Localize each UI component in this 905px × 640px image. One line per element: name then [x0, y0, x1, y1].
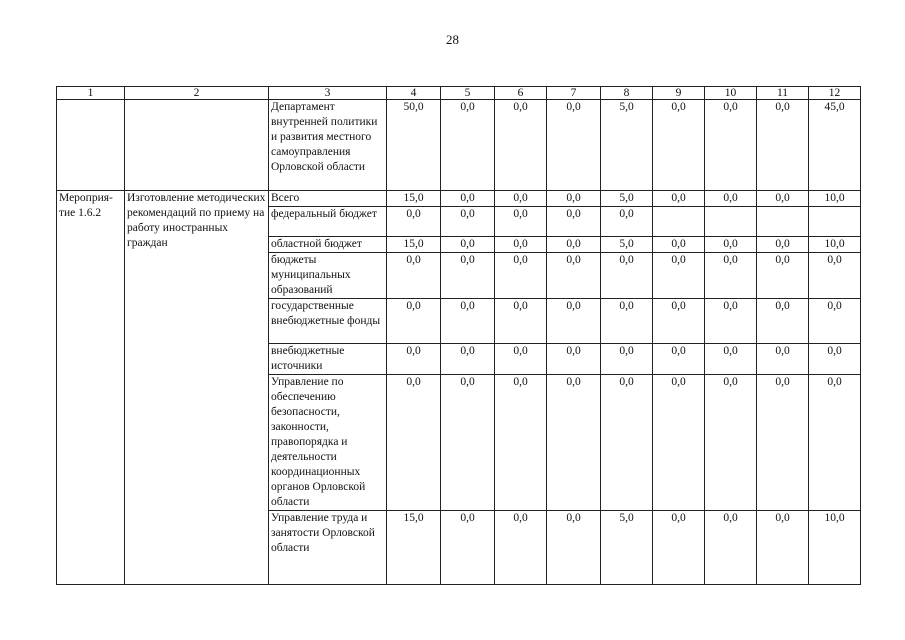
- value-cell: 0,0: [495, 253, 547, 299]
- funding-source: областной бюджет: [269, 237, 387, 253]
- value-cell: 0,0: [705, 511, 757, 585]
- value-cell: 0,0: [757, 344, 809, 375]
- value-cell: 0,0: [757, 100, 809, 191]
- value-cell: 0,0: [495, 207, 547, 237]
- value-cell: 0,0: [495, 511, 547, 585]
- value-cell: 0,0: [601, 253, 653, 299]
- value-cell: 0,0: [387, 207, 441, 237]
- value-cell: 15,0: [387, 191, 441, 207]
- column-header: 7: [547, 87, 601, 100]
- value-cell: 0,0: [653, 253, 705, 299]
- value-cell: 0,0: [809, 253, 861, 299]
- value-cell: [705, 207, 757, 237]
- value-cell: 0,0: [757, 375, 809, 511]
- column-header: 5: [441, 87, 495, 100]
- funding-source: Департамент внутренней политики и развития местного самоуправления Орловской области: [269, 100, 387, 191]
- column-header: 8: [601, 87, 653, 100]
- value-cell: 0,0: [809, 375, 861, 511]
- value-cell: 0,0: [547, 253, 601, 299]
- value-cell: 0,0: [387, 344, 441, 375]
- column-header: 4: [387, 87, 441, 100]
- value-cell: 0,0: [705, 375, 757, 511]
- value-cell: 0,0: [653, 100, 705, 191]
- value-cell: 0,0: [495, 344, 547, 375]
- value-cell: 0,0: [653, 375, 705, 511]
- funding-source: Управление по обеспечению безопасности, законности, правопорядка и деятельности координационных органов Орловской области: [269, 375, 387, 511]
- value-cell: 0,0: [441, 207, 495, 237]
- value-cell: 0,0: [705, 100, 757, 191]
- value-cell: 0,0: [441, 299, 495, 344]
- value-cell: 0,0: [809, 344, 861, 375]
- column-header: 9: [653, 87, 705, 100]
- value-cell: 0,0: [441, 253, 495, 299]
- value-cell: 0,0: [547, 375, 601, 511]
- value-cell: 0,0: [547, 207, 601, 237]
- value-cell: 0,0: [495, 100, 547, 191]
- value-cell: 5,0: [601, 511, 653, 585]
- value-cell: 0,0: [387, 253, 441, 299]
- value-cell: 0,0: [757, 511, 809, 585]
- value-cell: 0,0: [441, 191, 495, 207]
- funding-source: государственные внебюджетные фонды: [269, 299, 387, 344]
- column-header: 3: [269, 87, 387, 100]
- value-cell: 0,0: [547, 237, 601, 253]
- value-cell: 15,0: [387, 237, 441, 253]
- value-cell: 0,0: [757, 299, 809, 344]
- value-cell: [809, 207, 861, 237]
- value-cell: 0,0: [547, 100, 601, 191]
- value-cell: 0,0: [547, 191, 601, 207]
- value-cell: 0,0: [705, 191, 757, 207]
- value-cell: 10,0: [809, 191, 861, 207]
- value-cell: 5,0: [601, 100, 653, 191]
- value-cell: 0,0: [441, 375, 495, 511]
- value-cell: 0,0: [495, 237, 547, 253]
- page-number: 28: [446, 32, 459, 47]
- value-cell: 0,0: [495, 191, 547, 207]
- value-cell: 0,0: [705, 344, 757, 375]
- column-header: 11: [757, 87, 809, 100]
- value-cell: 0,0: [601, 207, 653, 237]
- value-cell: 0,0: [653, 191, 705, 207]
- measure-name: Изготовление методических рекомендаций по приему на работу иностранных граждан: [125, 191, 269, 585]
- value-cell: 0,0: [705, 253, 757, 299]
- column-header: 10: [705, 87, 757, 100]
- value-cell: 0,0: [705, 237, 757, 253]
- value-cell: 0,0: [547, 511, 601, 585]
- value-cell: 0,0: [441, 237, 495, 253]
- value-cell: [653, 207, 705, 237]
- value-cell: 0,0: [601, 344, 653, 375]
- value-cell: 0,0: [653, 237, 705, 253]
- value-cell: 10,0: [809, 237, 861, 253]
- value-cell: 0,0: [653, 511, 705, 585]
- table-row: [57, 191, 861, 207]
- value-cell: 0,0: [757, 253, 809, 299]
- value-cell: 0,0: [441, 344, 495, 375]
- empty-cell: [57, 100, 125, 191]
- value-cell: 0,0: [547, 299, 601, 344]
- value-cell: 0,0: [547, 344, 601, 375]
- column-header: 1: [57, 87, 125, 100]
- column-header: 12: [809, 87, 861, 100]
- value-cell: 0,0: [387, 375, 441, 511]
- column-header: 2: [125, 87, 269, 100]
- funding-source: внебюджетные источники: [269, 344, 387, 375]
- table-row: [57, 100, 861, 191]
- value-cell: 0,0: [495, 375, 547, 511]
- value-cell: 0,0: [601, 375, 653, 511]
- funding-source: федеральный бюджет: [269, 207, 387, 237]
- value-cell: 50,0: [387, 100, 441, 191]
- value-cell: 45,0: [809, 100, 861, 191]
- value-cell: 0,0: [757, 237, 809, 253]
- value-cell: 0,0: [441, 511, 495, 585]
- value-cell: 0,0: [809, 299, 861, 344]
- value-cell: 0,0: [653, 299, 705, 344]
- funding-table: [56, 86, 861, 585]
- funding-source: бюджеты муниципальных образований: [269, 253, 387, 299]
- table-header-row: [57, 87, 861, 100]
- value-cell: 0,0: [705, 299, 757, 344]
- value-cell: [757, 207, 809, 237]
- value-cell: 5,0: [601, 191, 653, 207]
- value-cell: 0,0: [495, 299, 547, 344]
- empty-cell: [125, 100, 269, 191]
- funding-source: Управление труда и занятости Орловской области: [269, 511, 387, 585]
- value-cell: 15,0: [387, 511, 441, 585]
- measure-code: Мероприя-тие 1.6.2: [57, 191, 125, 585]
- value-cell: 10,0: [809, 511, 861, 585]
- column-header: 6: [495, 87, 547, 100]
- value-cell: 5,0: [601, 237, 653, 253]
- value-cell: 0,0: [757, 191, 809, 207]
- funding-source: Всего: [269, 191, 387, 207]
- value-cell: 0,0: [441, 100, 495, 191]
- value-cell: 0,0: [653, 344, 705, 375]
- value-cell: 0,0: [387, 299, 441, 344]
- value-cell: 0,0: [601, 299, 653, 344]
